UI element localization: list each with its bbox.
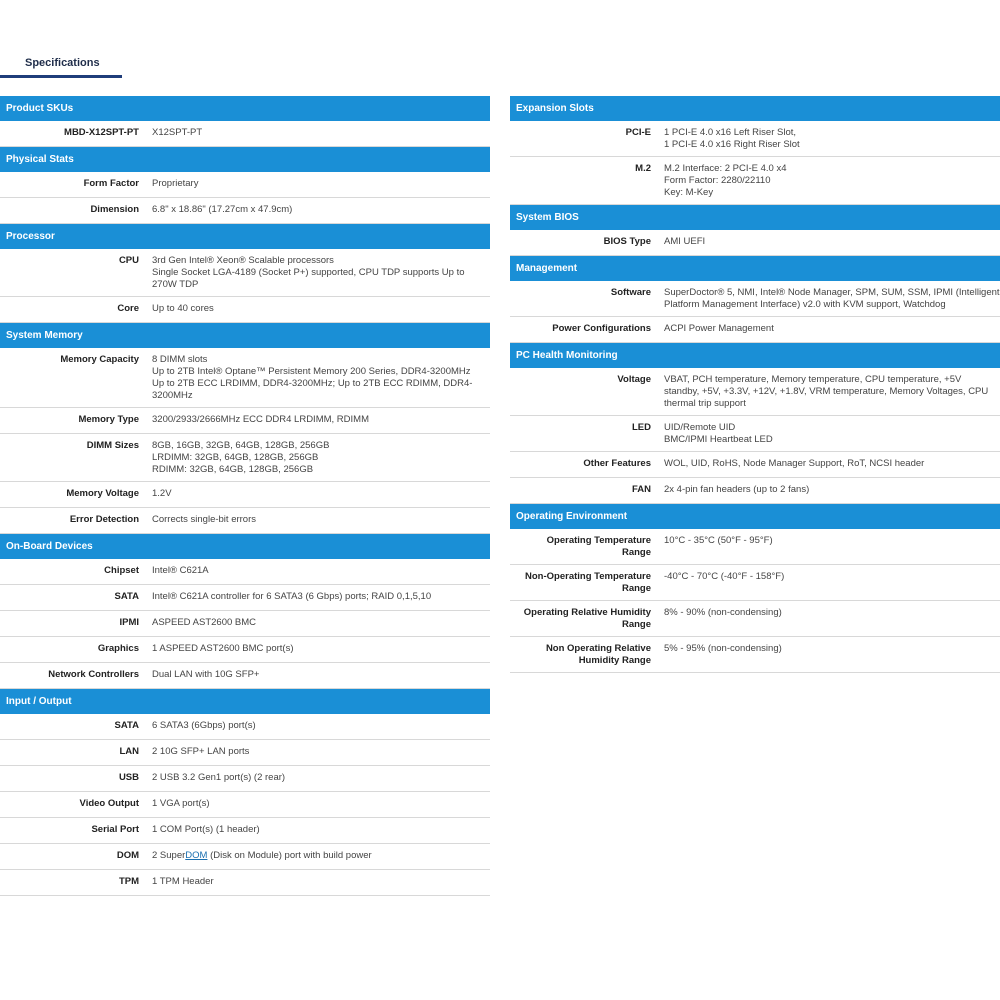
spec-value: 2 USB 3.2 Gen1 port(s) (2 rear) bbox=[152, 772, 286, 783]
spec-label: Non-Operating Temperature Range bbox=[525, 571, 651, 594]
section-heading: Product SKUs bbox=[0, 96, 490, 121]
spec-label: Non Operating Relative Humidity Range bbox=[545, 643, 651, 666]
spec-label: BIOS Type bbox=[603, 236, 651, 247]
spec-row bbox=[0, 482, 490, 508]
spec-value: AMI UEFI bbox=[664, 236, 706, 247]
spec-row bbox=[0, 434, 490, 482]
spec-label: TPM bbox=[118, 876, 139, 887]
spec-label: Software bbox=[610, 287, 651, 298]
spec-label: SATA bbox=[114, 591, 139, 602]
spec-label: Error Detection bbox=[69, 514, 139, 525]
spec-row bbox=[510, 281, 1000, 317]
spec-value: 5% - 95% (non-condensing) bbox=[664, 643, 782, 654]
spec-row bbox=[0, 408, 490, 434]
spec-row bbox=[510, 529, 1000, 565]
spec-row bbox=[510, 637, 1000, 673]
spec-value-text: (Disk on Module) port with build power bbox=[207, 850, 372, 861]
spec-label: Network Controllers bbox=[48, 669, 139, 680]
spec-row bbox=[0, 792, 490, 818]
spec-row bbox=[0, 637, 490, 663]
spec-value: 1 COM Port(s) (1 header) bbox=[152, 824, 260, 835]
section-heading: Operating Environment bbox=[510, 504, 1000, 529]
spec-value: 3200/2933/2666MHz ECC DDR4 LRDIMM, RDIMM bbox=[152, 414, 369, 425]
spec-label: CPU bbox=[118, 255, 139, 266]
spec-value: 3rd Gen Intel® Xeon® Scalable processors Single Socket LGA-4189 (Socket P+) supported, CPU TDP supports Up to 270W TDP bbox=[152, 255, 465, 290]
spec-label: Video Output bbox=[79, 798, 139, 809]
spec-label: Memory Capacity bbox=[60, 354, 139, 365]
spec-row bbox=[0, 611, 490, 637]
spec-column-right bbox=[510, 96, 1000, 673]
spec-row bbox=[0, 766, 490, 792]
superdom-link[interactable]: DOM bbox=[185, 850, 208, 861]
spec-value: 2x 4-pin fan headers (up to 2 fans) bbox=[664, 484, 810, 495]
spec-section-on-board-devices bbox=[0, 534, 490, 689]
spec-value: 10°C - 35°C (50°F - 95°F) bbox=[664, 535, 773, 546]
spec-row bbox=[0, 249, 490, 297]
section-heading: System Memory bbox=[0, 323, 490, 348]
spec-value: Dual LAN with 10G SFP+ bbox=[152, 669, 260, 680]
spec-label: DIMM Sizes bbox=[86, 440, 139, 451]
spec-label: Chipset bbox=[104, 565, 139, 576]
spec-section-system-bios bbox=[510, 205, 1000, 256]
spec-value: 1 TPM Header bbox=[152, 876, 214, 887]
spec-row bbox=[0, 348, 490, 408]
section-heading: Processor bbox=[0, 224, 490, 249]
spec-value: -40°C - 70°C (-40°F - 158°F) bbox=[664, 571, 785, 582]
spec-label: IPMI bbox=[119, 617, 139, 628]
spec-section-product-skus bbox=[0, 96, 490, 147]
spec-row bbox=[0, 714, 490, 740]
spec-value: VBAT, PCH temperature, Memory temperature, CPU temperature, +5V standby, +5V, +3.3V, +12V, +1.8V, VRM temperature, Memory Voltages, CPU thermal trip support bbox=[664, 374, 989, 409]
section-heading: Expansion Slots bbox=[510, 96, 1000, 121]
tab-specifications[interactable]: Specifications bbox=[0, 52, 122, 78]
spec-label: Operating Relative Humidity Range bbox=[523, 607, 651, 630]
spec-value: 1.2V bbox=[152, 488, 172, 499]
spec-row bbox=[510, 601, 1000, 637]
spec-value: Proprietary bbox=[152, 178, 199, 189]
spec-value: Corrects single-bit errors bbox=[152, 514, 256, 525]
section-heading: On-Board Devices bbox=[0, 534, 490, 559]
spec-label: M.2 bbox=[635, 163, 651, 174]
spec-label: Power Configurations bbox=[552, 323, 651, 334]
spec-label: SATA bbox=[114, 720, 139, 731]
spec-value: 1 VGA port(s) bbox=[152, 798, 210, 809]
spec-row bbox=[0, 844, 490, 870]
spec-label: Memory Voltage bbox=[66, 488, 139, 499]
spec-row bbox=[0, 740, 490, 766]
spec-row bbox=[510, 230, 1000, 256]
spec-label: Serial Port bbox=[91, 824, 139, 835]
spec-row bbox=[0, 297, 490, 323]
spec-section-input-output bbox=[0, 689, 490, 896]
spec-label: LAN bbox=[119, 746, 139, 757]
spec-column-left bbox=[0, 96, 490, 896]
spec-section-management bbox=[510, 256, 1000, 343]
spec-label: LED bbox=[632, 422, 651, 433]
spec-label: USB bbox=[118, 772, 139, 783]
spec-label: Other Features bbox=[583, 458, 651, 469]
spec-label: Voltage bbox=[617, 374, 651, 385]
section-heading: Physical Stats bbox=[0, 147, 490, 172]
spec-value: X12SPT-PT bbox=[152, 127, 203, 138]
spec-label: Form Factor bbox=[83, 178, 139, 189]
spec-section-processor bbox=[0, 224, 490, 323]
spec-value: 8GB, 16GB, 32GB, 64GB, 128GB, 256GB LRDIMM: 32GB, 64GB, 128GB, 256GB RDIMM: 32GB, 64GB, 128GB, 256GB bbox=[152, 440, 330, 475]
spec-value: ASPEED AST2600 BMC bbox=[152, 617, 257, 628]
spec-value bbox=[139, 850, 490, 864]
spec-value: UID/Remote UID BMC/IPMI Heartbeat LED bbox=[664, 422, 773, 445]
spec-row bbox=[0, 585, 490, 611]
section-heading: PC Health Monitoring bbox=[510, 343, 1000, 368]
spec-row bbox=[0, 870, 490, 896]
spec-value: 1 PCI-E 4.0 x16 Left Riser Slot, 1 PCI-E 4.0 x16 Right Riser Slot bbox=[664, 127, 800, 150]
spec-label: Memory Type bbox=[78, 414, 139, 425]
spec-section-expansion-slots bbox=[510, 96, 1000, 205]
spec-row bbox=[0, 198, 490, 224]
spec-section-pc-health-monitoring bbox=[510, 343, 1000, 504]
spec-label: DOM bbox=[116, 850, 139, 861]
section-heading: System BIOS bbox=[510, 205, 1000, 230]
spec-row bbox=[0, 121, 490, 147]
spec-label: FAN bbox=[632, 484, 651, 495]
spec-label: MBD-X12SPT-PT bbox=[64, 127, 139, 138]
spec-value: Intel® C621A bbox=[152, 565, 209, 576]
spec-label: PCI-E bbox=[625, 127, 651, 138]
spec-row bbox=[0, 559, 490, 585]
spec-row bbox=[510, 121, 1000, 157]
spec-label: Graphics bbox=[97, 643, 139, 654]
spec-value: 2 10G SFP+ LAN ports bbox=[152, 746, 250, 757]
spec-value: 1 ASPEED AST2600 BMC port(s) bbox=[152, 643, 294, 654]
spec-value: ACPI Power Management bbox=[664, 323, 774, 334]
spec-row bbox=[0, 663, 490, 689]
spec-row bbox=[510, 317, 1000, 343]
spec-row bbox=[510, 565, 1000, 601]
spec-value: WOL, UID, RoHS, Node Manager Support, RoT, NCSI header bbox=[664, 458, 925, 469]
spec-value: 6.8" x 18.86" (17.27cm x 47.9cm) bbox=[152, 204, 293, 215]
spec-section-operating-environment bbox=[510, 504, 1000, 673]
section-heading: Management bbox=[510, 256, 1000, 281]
spec-value: 6 SATA3 (6Gbps) port(s) bbox=[152, 720, 256, 731]
spec-value: Up to 40 cores bbox=[152, 303, 214, 314]
spec-label: Operating Temperature Range bbox=[546, 535, 651, 558]
spec-label: Dimension bbox=[90, 204, 139, 215]
spec-value: SuperDoctor® 5, NMI, Intel® Node Manager, SPM, SUM, SSM, IPMI (Intelligent Platform Management Interface) v2.0 with KVM support, Watchdog bbox=[664, 287, 1000, 310]
spec-row bbox=[510, 157, 1000, 205]
spec-row bbox=[0, 508, 490, 534]
spec-section-system-memory bbox=[0, 323, 490, 534]
spec-row bbox=[510, 416, 1000, 452]
spec-label: Core bbox=[117, 303, 139, 314]
spec-value: M.2 Interface: 2 PCI-E 4.0 x4 Form Factor: 2280/22110 Key: M-Key bbox=[664, 163, 787, 198]
spec-row bbox=[510, 478, 1000, 504]
spec-value: Intel® C621A controller for 6 SATA3 (6 Gbps) ports; RAID 0,1,5,10 bbox=[152, 591, 432, 602]
section-heading: Input / Output bbox=[0, 689, 490, 714]
spec-row bbox=[0, 818, 490, 844]
spec-value-text: 2 Super bbox=[152, 850, 186, 861]
spec-row bbox=[510, 452, 1000, 478]
spec-row bbox=[0, 172, 490, 198]
spec-value: 8% - 90% (non-condensing) bbox=[664, 607, 782, 618]
spec-section-physical-stats bbox=[0, 147, 490, 224]
spec-value: 8 DIMM slots Up to 2TB Intel® Optane™ Persistent Memory 200 Series, DDR4-3200MHz Up to 2TB ECC LRDIMM, DDR4-3200MHz; Up to 2TB ECC RDIMM, DDR4- 3200MHz bbox=[152, 354, 473, 401]
spec-row bbox=[510, 368, 1000, 416]
